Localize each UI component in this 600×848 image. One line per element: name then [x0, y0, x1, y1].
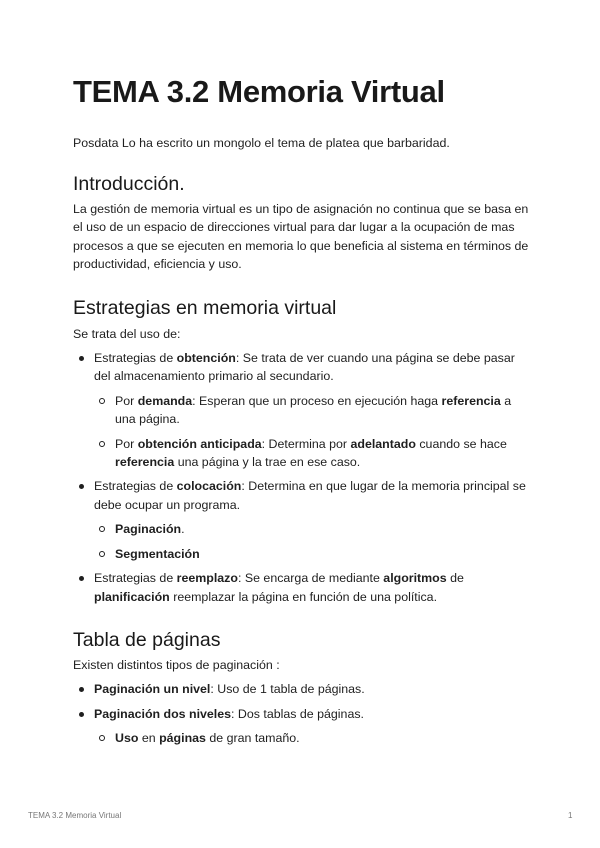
list-item-un-nivel: Paginación un nivel: Uso de 1 tabla de páginas. [73, 680, 533, 698]
list-item-paginacion: Paginación. [94, 520, 533, 538]
list-item-reemplazo: Estrategias de reemplazo: Se encarga de mediante algoritmos de planificación reemplazar la página en función de una política. [73, 569, 533, 606]
list-item-obtencion-anticipada: Por obtención anticipada: Determina por adelantado cuando se hace referencia una página y la trae en ese caso. [94, 435, 533, 472]
footer-page-number: 1 [568, 811, 573, 820]
estrategias-intro: Se trata del uso de: [73, 326, 181, 341]
tabla-list [73, 680, 533, 747]
document-page [73, 72, 533, 748]
list-item-demanda: Por demanda: Esperan que un proceso en ejecución haga referencia a una página. [94, 392, 533, 429]
intro-heading: Introducción. [73, 173, 185, 195]
list-item-uso-paginas: Uso en páginas de gran tamaño. [94, 729, 533, 747]
dos-niveles-sublist [94, 729, 533, 747]
list-item-segmentacion: Segmentación [94, 545, 533, 563]
postdata-note: Posdata Lo ha escrito un mongolo el tema de platea que barbaridad. [73, 136, 450, 150]
obtencion-sublist [94, 392, 533, 472]
list-item-dos-niveles: Paginación dos niveles: Dos tablas de páginas. Uso en páginas de gran tamaño. [73, 705, 533, 748]
tabla-heading: Tabla de páginas [73, 628, 221, 651]
estrategias-list [73, 349, 533, 606]
tabla-intro: Existen distintos tipos de paginación : [73, 657, 280, 672]
list-item-obtencion: Estrategias de obtención: Se trata de ver cuando una página se debe pasar del almacenamiento primario al secundario. Por demanda: Esperan que un proceso en ejecución haga referencia a una página. Por obtención anticipada: Determina por adelantado cuando se hace referencia una página y la trae en ese caso. [73, 349, 533, 471]
colocacion-sublist [94, 520, 533, 563]
list-item-colocacion: Estrategias de colocación: Determina en que lugar de la memoria principal se debe ocupar un programa. Paginación. Segmentación [73, 477, 533, 563]
estrategias-heading: Estrategias en memoria virtual [73, 296, 337, 319]
intro-paragraph: La gestión de memoria virtual es un tipo de asignación no continua que se basa en el uso de un espacio de direcciones virtual para dar lugar a la ocupación de mas procesos a que se ejecuten en memoria lo que beneficia al sistema en términos de productividad, eficiencia y uso. [73, 202, 529, 272]
page-title: TEMA 3.2 Memoria Virtual [73, 74, 445, 109]
footer-title: TEMA 3.2 Memoria Virtual [28, 811, 122, 820]
